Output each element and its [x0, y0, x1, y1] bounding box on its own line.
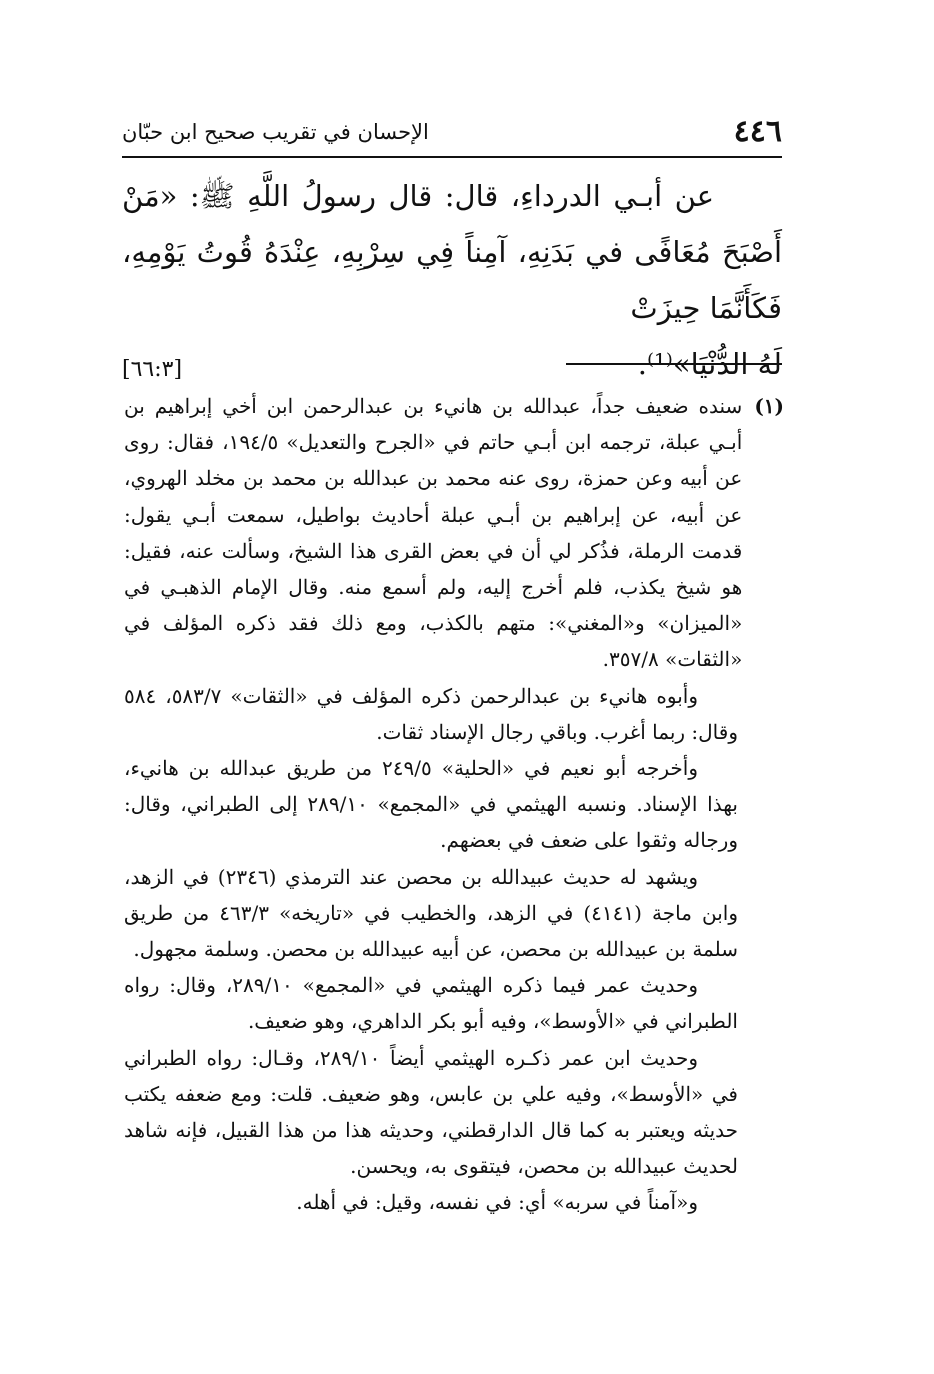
footnote-text: سنده ضعيف جداً، عبدالله بن هانيء بن عبدالرحمن ابن أخي إبراهيم بن أبـي عبلة، ترجمه ابن أبـي حاتم في «الجرح والتعديل» ١٩٤/٥، فقال: روى عن أبيه وعن حمزة، روى عنه محمد بن عبدالله بن محمد بن مخلد الهروي، عن أبيه، عن إبراهيم بن أبـي عبلة أحاديث بواطيل، سمعت أبـي يقول: قدمت الرملة، فذُكر لي أن في بعض القرى هذا الشيخ، وسألت عنه، فقيل: هو شيخ يكذب، فلم أخرج إليه، ولم أسمع منه. وقال الإمام الذهبـي في «الميزان» و«المغني»: متهم بالكذب، ومع ذلك فقد ذكره المؤلف في «الثقات» ٣٥٧/٨. [124, 394, 743, 672]
footnote-divider [566, 363, 782, 365]
hadith-reference: [٦٦:٣] [122, 357, 183, 382]
footnote-paragraph: وأخرجه أبو نعيم في «الحلية» ٢٤٩/٥ من طريق عبدالله بن هانيء، بهذا الإسناد. ونسبه الهيثمي في «المجمع» ٢٨٩/١٠ إلى الطبراني، وقال: ورجاله وثقوا على ضعف في بعضهم. [124, 756, 738, 853]
running-title: الإحسان في تقريب صحيح ابن حبّان [122, 120, 429, 144]
footnote-paragraph: وأبوه هانيء بن عبدالرحمن ذكره المؤلف في «الثقات» ٥٨٣/٧، ٥٨٤ وقال: ربما أغرب. وباقي رجال الإسناد ثقات. [124, 683, 738, 744]
footnote-paragraph: وحديث عمر فيما ذكره الهيثمي في «المجمع» ٢٨٩/١٠، وقال: رواه الطبراني في «الأوسط»، وفيه أبو بكر الداهري، وهو ضعيف. [124, 973, 738, 1034]
page-number: ٤٤٦ [733, 114, 782, 149]
footnote-paragraph: وحديث ابن عمر ذكـره الهيثمي أيضاً ٢٨٩/١٠، وقـال: رواه الطبراني في «الأوسط»، وفيه علي بن عابس، وهو ضعيف. قلت: ومع ضعفه يكتب حديثه ويعتبر به كما قال الدارقطني، وحديثه هذا من هذا القبيل، فإنه شاهد لحديث عبيدالله بن محصن، فيتقوى به، ويحسن. [124, 1045, 738, 1179]
footnote-1 [124, 388, 784, 678]
footnote-number: (١) [754, 394, 784, 418]
hadith-closing: لَهُ الدُّنْيَا»⁽¹⁾. [637, 347, 782, 381]
page-header [122, 110, 782, 158]
hadith-text [122, 168, 782, 392]
footnotes [124, 388, 784, 1221]
footnote-paragraph: ويشهد له حديث عبيدالله بن محصن عند الترمذي (٢٣٤٦) في الزهد، وابن ماجة (٤١٤١) في الزهد، والخطيب في «تاريخه» ٤٦٣/٣ من طريق سلمة بن عبيدالله بن محصن، عن أبيه عبيدالله بن محصن. وسلمة مجهول. [124, 864, 738, 962]
hadith-paragraph: عن أبـي الدرداءِ، قال: قال رسولُ اللَّهِ ﷺ: «مَنْ أَصْبَحَ مُعَافًى في بَدَنِهِ، آمِناً فِي سِرْبِهِ، عِنْدَهُ قُوتُ يَوْمِهِ، فَكَأَنَّمَا حِيزَتْ [122, 179, 782, 325]
footnote-paragraph: و«آمناً في سربه» أي: في نفسه، وقيل: في أهله. [296, 1190, 698, 1215]
